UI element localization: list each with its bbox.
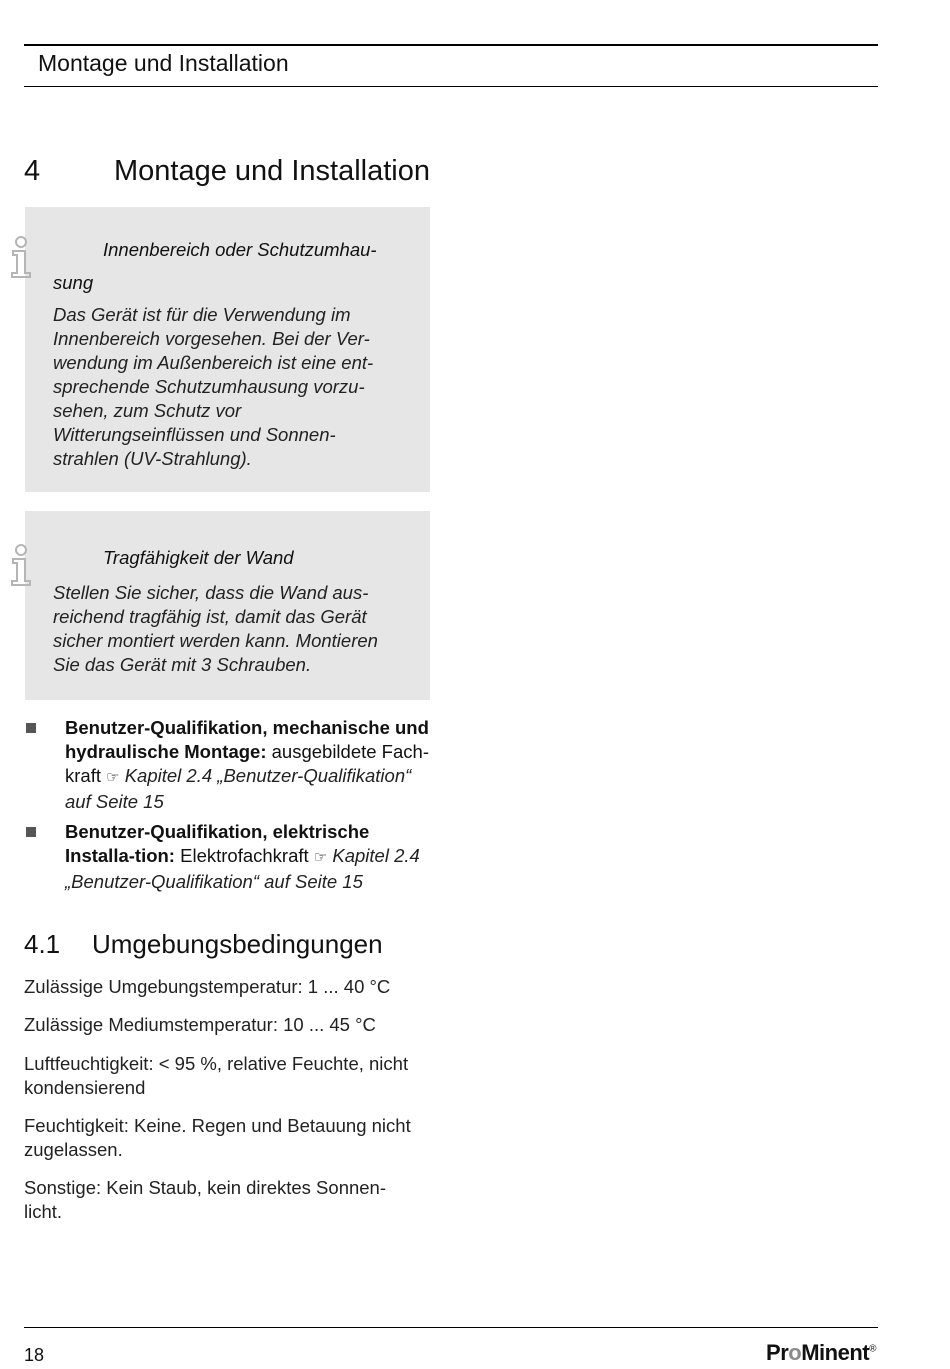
chapter-title: Montage und Installation [114,155,430,187]
header-top-rule [24,44,878,46]
qualification-list [24,716,436,900]
note-body: Stellen Sie sicher, dass die Wand aus- reichend tragfähig ist, damit das Gerät sicher montiert werden kann. Montieren Sie das Gerät mit 3 Schrauben. [53,582,378,675]
note-title: Tragfähigkeit der Wand [53,541,402,574]
footer-rule [24,1327,878,1328]
chapter-number: 4 [24,155,41,187]
header-bottom-rule [24,86,878,87]
bullet-square-icon [26,723,36,733]
note-title: Innenbereich oder Schutzumhau- [53,233,402,266]
cross-reference-icon: ☞ [106,769,120,786]
note-body: Das Gerät ist für die Verwendung im Innenbereich vorgesehen. Bei der Ver- wendung im Außenbereich ist eine ent- sprechende Schutzumhausung vorzu- sehen, zum Schutz vor Witterungseinflüssen und Sonnen- strahlen (UV-Strahlung). [53,304,374,469]
note-title-cont: sung [53,272,94,293]
section-heading [24,929,383,960]
cross-reference-link[interactable]: Kapitel 2.4 „Benutzer-Qualifikation“ auf Seite 15 [65,765,412,812]
list-item: Benutzer-Qualifikation, elektrische Installa-tion: Elektrofachkraft ☞ Kapitel 2.4 „Benutzer-Qualifikation“ auf Seite 15 [24,820,436,894]
running-header-title: Montage und Installation [38,50,289,76]
section-number: 4.1 [24,929,61,959]
other-conditions: Sonstige: Kein Staub, kein direktes Sonnen-licht. [24,1177,387,1222]
section-title: Umgebungsbedingungen [92,929,383,959]
medium-temperature: Zulässige Mediumstemperatur: 10 ... 45 °C [24,1014,376,1035]
note-indoor [25,207,430,492]
cross-reference-link[interactable]: Kapitel 2.4 „Benutzer-Qualifikation“ auf Seite 15 [65,845,420,892]
info-icon [3,235,47,279]
note-wall-capacity [25,511,430,700]
ambient-temperature: Zulässige Umgebungstemperatur: 1 ... 40 °C [24,976,391,997]
chapter-heading [24,155,430,188]
list-item: Benutzer-Qualifikation, mechanische und hydraulische Montage: ausgebildete Fach-kraft ☞ Kapitel 2.4 „Benutzer-Qualifikation“ auf Seite 15 [24,716,436,814]
bullet-square-icon [26,827,36,837]
page-number: 18 [24,1345,45,1365]
info-icon [3,543,47,587]
moisture: Feuchtigkeit: Keine. Regen und Betauung nicht zugelassen. [24,1115,411,1160]
cross-reference-icon: ☞ [313,849,328,866]
brand-logo: ProMinent® [766,1340,876,1365]
humidity: Luftfeuchtigkeit: < 95 %, relative Feuchte, nicht kondensierend [24,1053,409,1098]
